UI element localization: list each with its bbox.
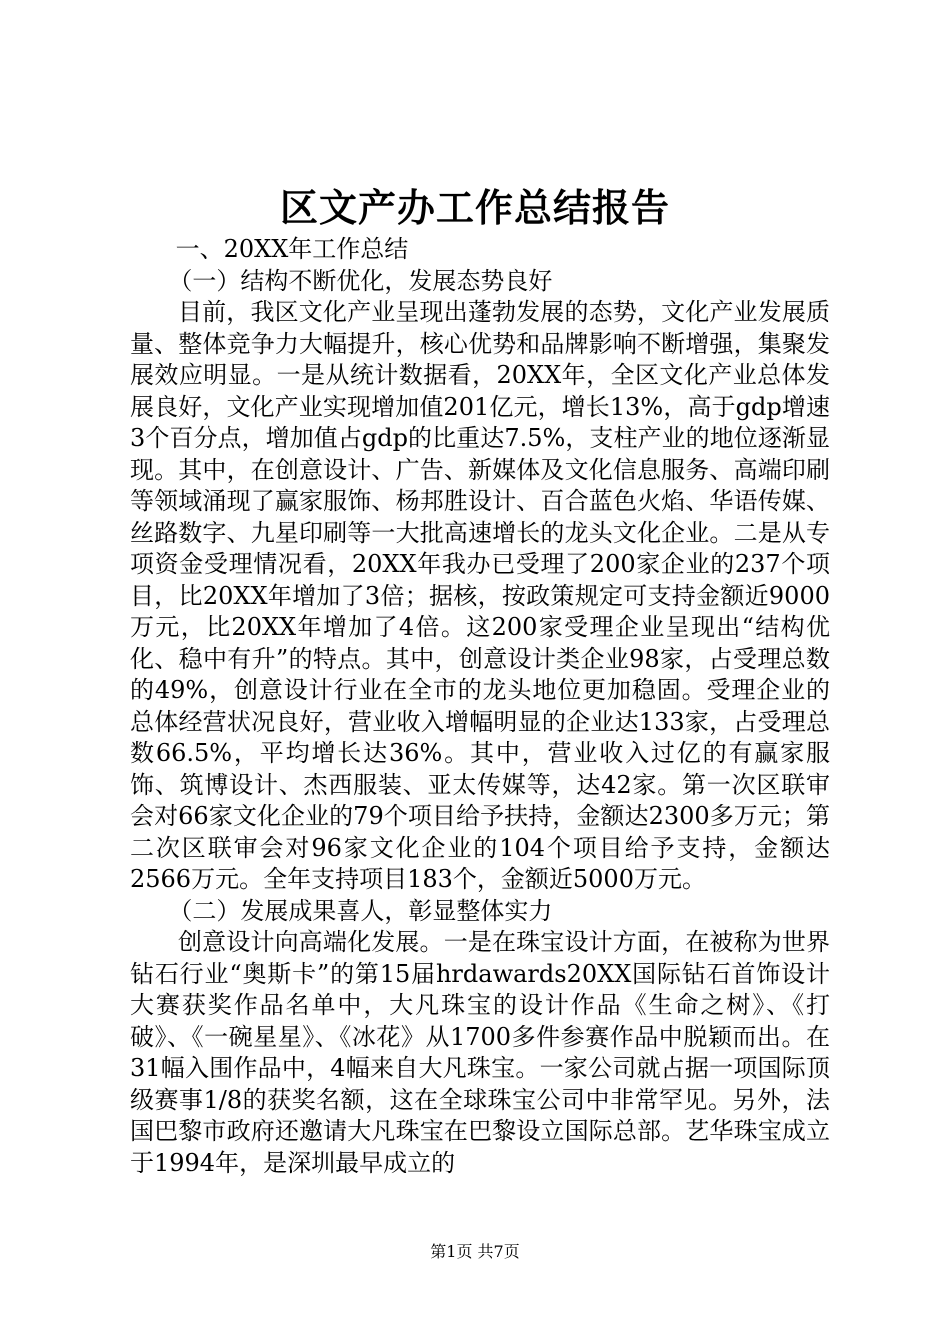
body-paragraph-1: 目前，我区文化产业呈现出蓬勃发展的态势，文化产业发展质量、整体竞争力大幅提升，核心优势和品牌影响不断增强，集聚发展效应明显。一是从统计数据看，20XX年，全区文化产业总体发展良好，文化产业实现增加值201亿元，增长13%，高于gdp增速3个百分点，增加值占gdp的比重达7.5%，支柱产业的地位逐渐显现。其中，在创意设计、广告、新媒体及文化信息服务、高端印刷等领域涌现了赢家服饰、杨邦胜设计、百合蓝色火焰、华语传媒、丝路数字、九星印刷等一大批高速增长的龙头文化企业。二是从专项资金受理情况看，20XX年我办已受理了200家企业的237个项目，比20XX年增加了3倍；据核，按政策规定可支持金额近9000万元，比20XX年增加了4倍。这200家受理企业呈现出“结构优化、稳中有升”的特点。其中，创意设计类企业98家，占受理总数的49%，创意设计行业在全市的龙头地位更加稳固。受理企业的总体经营状况良好，营业收入增幅明显的企业达133家，占受理总数66.5%，平均增长达36%。其中，营业收入过亿的有赢家服饰、筑博设计、杰西服装、亚太传媒等，达42家。第一次区联审会对66家文化企业的79个项目给予扶持，金额达2300多万元；第二次区联审会对96家文化企业的104个项目给予支持，金额达2566万元。全年支持项目183个，金额近5000万元。 [130, 298, 830, 893]
document-body [130, 234, 830, 1179]
subsection-heading-1: （一）结构不断优化，发展态势良好 [168, 266, 553, 295]
body-paragraph-2: 创意设计向高端化发展。一是在珠宝设计方面，在被称为世界钻石行业“奥斯卡”的第15届hrdawards20XX国际钻石首饰设计大赛获奖作品名单中，大凡珠宝的设计作品《生命之树》、《打破》、《一碗星星》、《冰花》从1700多件参赛作品中脱颖而出。在31幅入围作品中，4幅来自大凡珠宝。一家公司就占据一项国际顶级赛事1/8的获奖名额，这在全球珠宝公司中非常罕见。另外，法国巴黎市政府还邀请大凡珠宝在巴黎设立国际总部。艺华珠宝成立于1994年，是深圳最早成立的 [130, 928, 830, 1177]
section-heading-1: 一、20XX年工作总结 [175, 235, 409, 263]
subsection-heading-2: （二）发展成果喜人，彰显整体实力 [168, 896, 553, 925]
document-title: 区文产办工作总结报告 [279, 185, 670, 230]
page-footer: 第1页 共7页 [430, 1242, 520, 1261]
